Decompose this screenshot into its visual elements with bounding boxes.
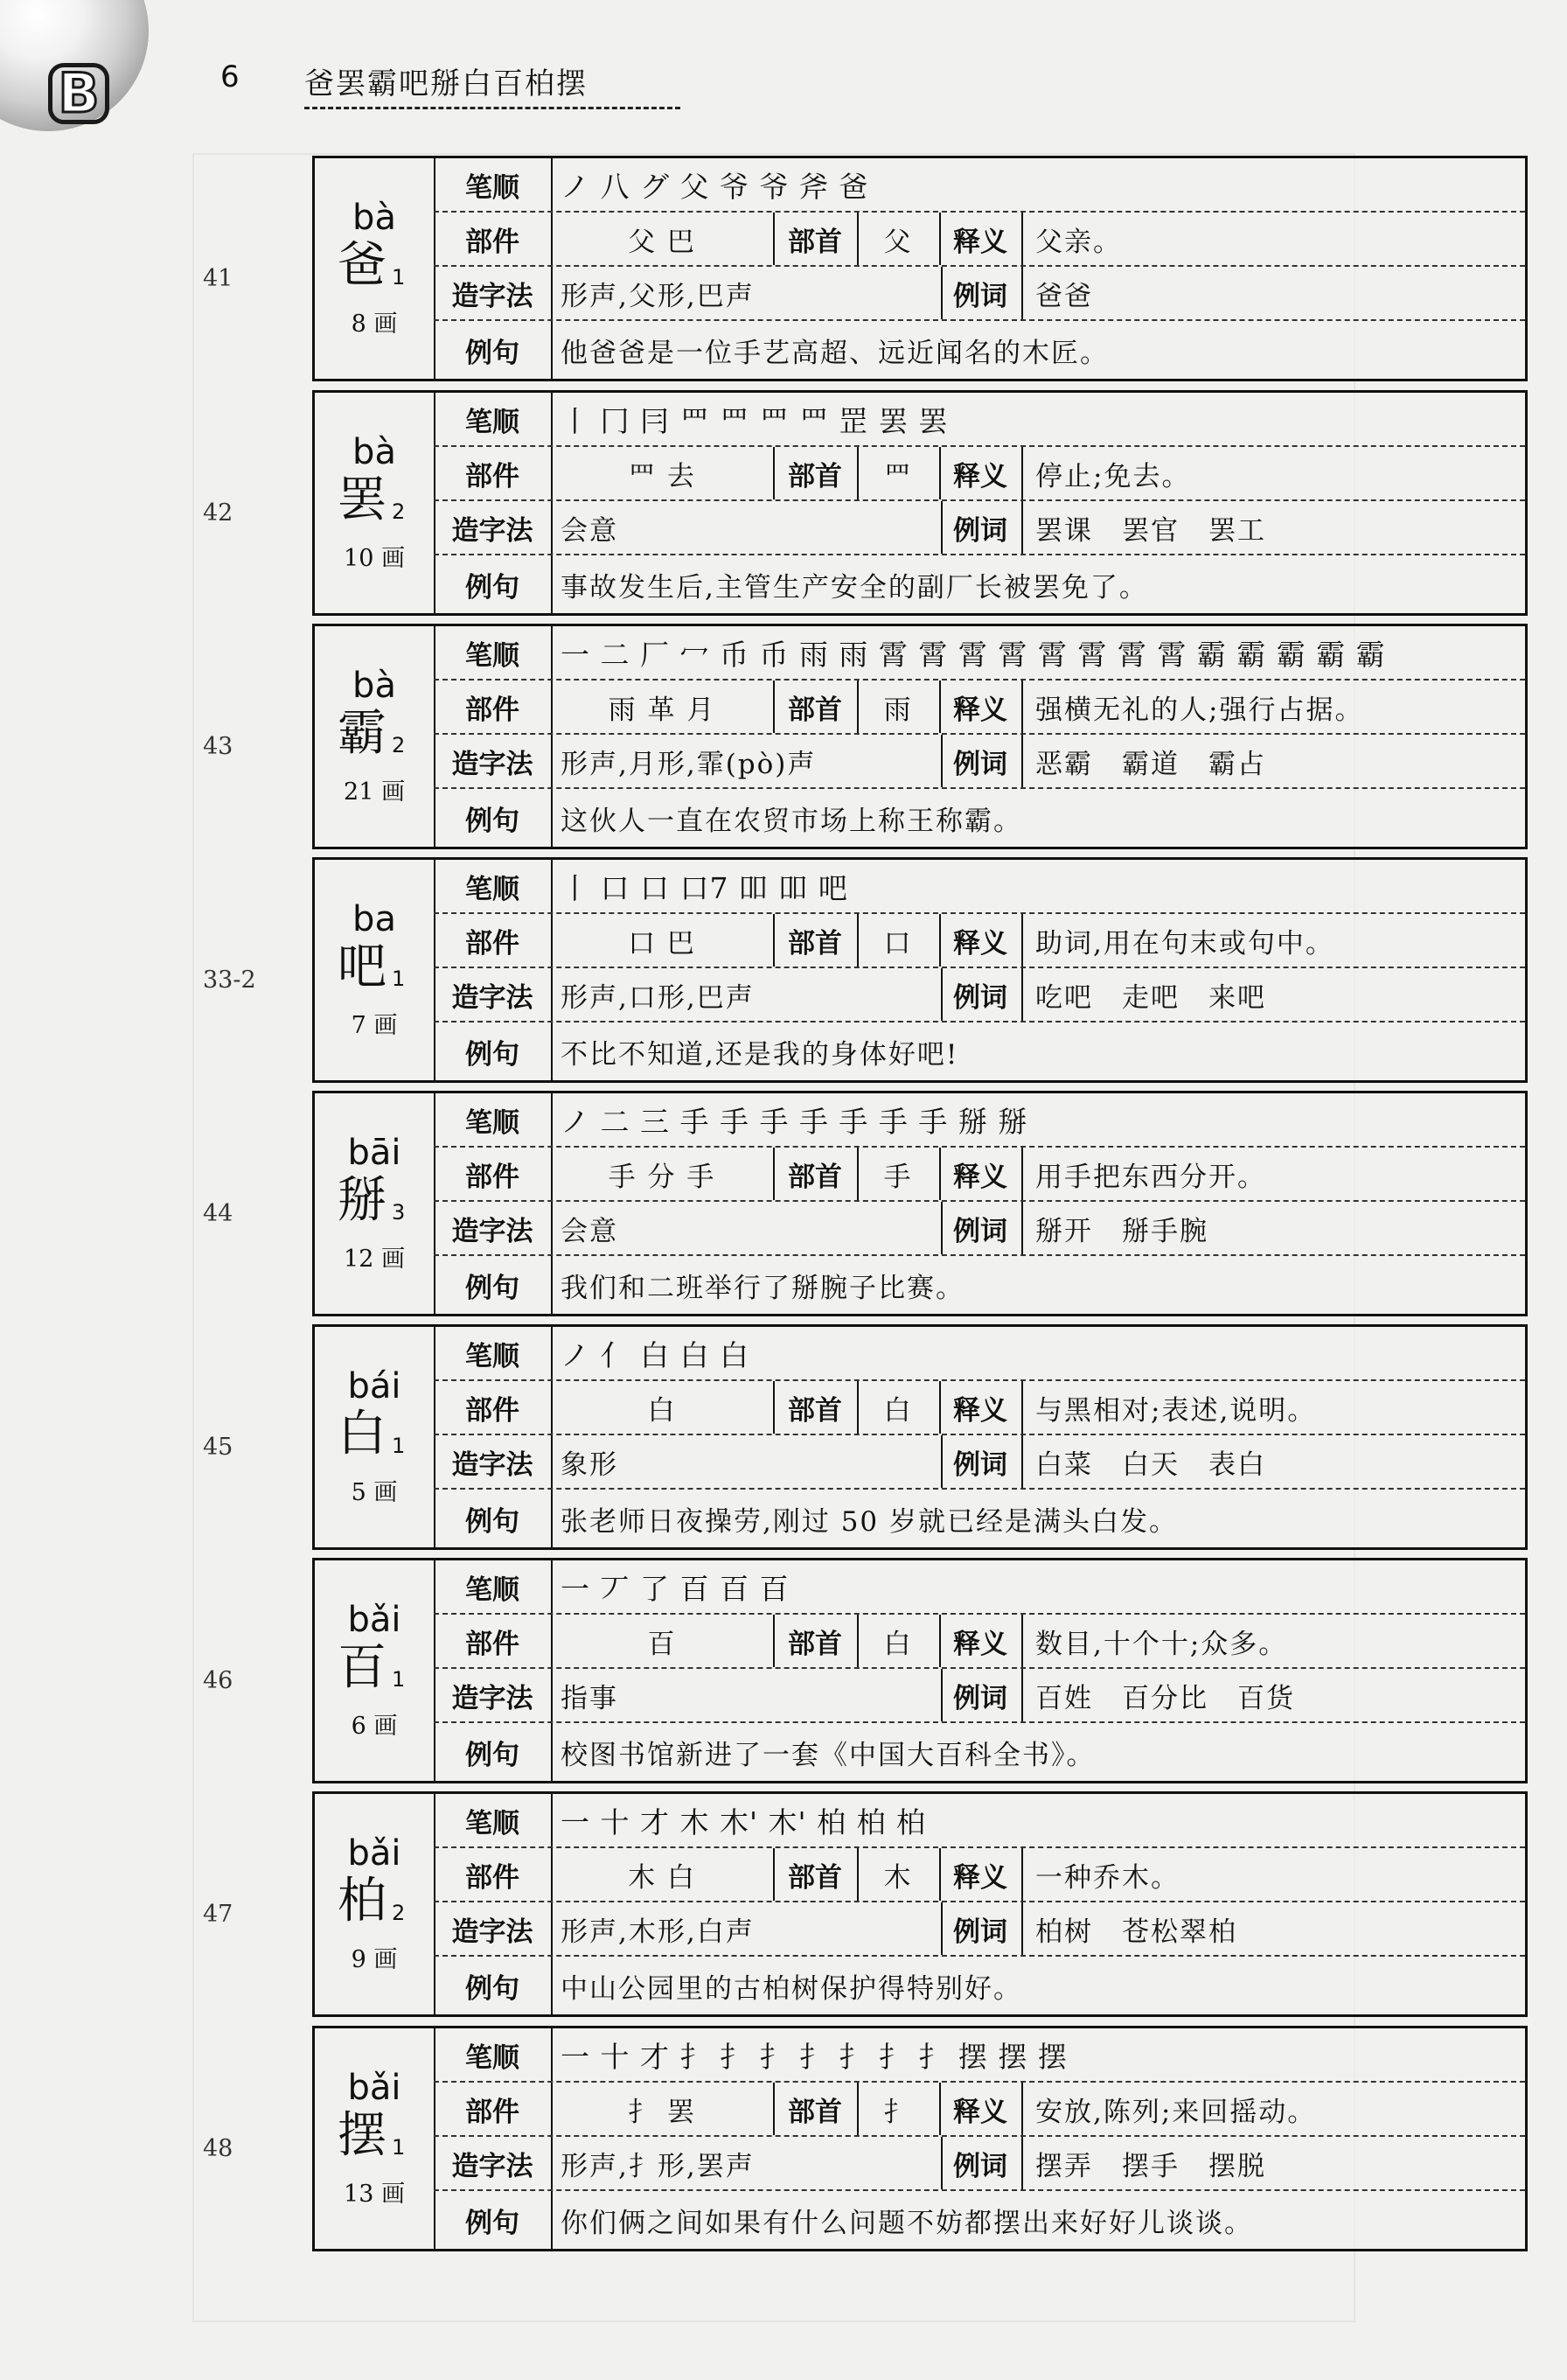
stroke-order-row: [434, 626, 1525, 680]
meaning-value: 与黑相对;表述,说明。: [1035, 1394, 1317, 1427]
radical-label: 部首: [773, 1148, 859, 1200]
parts-row: [434, 1848, 1525, 1902]
pinyin: bái: [347, 1366, 401, 1406]
headword-character: 罢: [338, 471, 387, 528]
radical-value: 手: [857, 1148, 941, 1200]
pinyin: ba: [352, 899, 396, 939]
stroke-order-row: [434, 2028, 1525, 2083]
formation-row: [434, 2137, 1525, 2191]
radical-label: 部首: [773, 1381, 859, 1434]
formation-label: 造字法: [434, 1902, 553, 1955]
example-words-value: 百姓 百分比 百货: [1035, 1682, 1295, 1714]
parts-value: 白: [551, 1381, 775, 1434]
stroke-order-label: 笔顺: [434, 1794, 553, 1846]
headword-grade: 2: [392, 733, 406, 757]
radical-label: 部首: [773, 1848, 859, 1901]
entry-head: [315, 626, 435, 847]
headword-grade: 1: [392, 1434, 406, 1458]
example-sentence: 我们和二班举行了掰腕子比赛。: [561, 1272, 965, 1304]
pinyin: bāi: [347, 1133, 401, 1173]
sentence-label: 例句: [434, 1490, 553, 1547]
parts-label: 部件: [434, 1615, 553, 1667]
formation-value: 会意: [561, 1202, 943, 1254]
example-words-label: 例词: [939, 968, 1023, 1021]
headword-character: 柏: [338, 1873, 387, 1930]
example-words-value: 柏树 苍松翠柏: [1035, 1916, 1237, 1948]
entry-number: 41: [203, 265, 233, 292]
headword-grade: 2: [392, 499, 406, 524]
sentence-row: [434, 1723, 1525, 1781]
headword-grade: 1: [392, 265, 406, 290]
stroke-order-label: 笔顺: [434, 158, 553, 211]
formation-row: [434, 267, 1525, 321]
stroke-order-value: ノ 八 グ 父 爷 爷 斧 爸: [561, 169, 869, 204]
meaning-value: 停止;免去。: [1035, 460, 1191, 492]
headword-character: 摆: [338, 2107, 387, 2164]
example-words-value: 吃吧 走吧 来吧: [1035, 981, 1266, 1014]
parts-value: 雨 革 月: [551, 680, 775, 733]
meaning-value: 用手把东西分开。: [1035, 1161, 1266, 1193]
headword-character: 掰: [338, 1172, 387, 1229]
formation-value: 会意: [561, 501, 943, 554]
character-entry-card: [312, 624, 1528, 849]
stroke-order-label: 笔顺: [434, 1093, 553, 1146]
stroke-count: 12 画: [344, 1246, 405, 1273]
stroke-order-value: 丨 冂 冃 罒 罒 罒 罒 罡 罢 罢: [561, 403, 949, 438]
example-words-value: 爸爸: [1035, 280, 1093, 312]
radical-label: 部首: [773, 447, 859, 499]
entry-number: 42: [203, 499, 233, 527]
entry-number: 45: [203, 1434, 233, 1461]
sentence-row: [434, 1957, 1525, 2014]
character-entry-card: [312, 156, 1528, 381]
meaning-label: 释义: [939, 213, 1023, 265]
radical-label: 部首: [773, 1615, 859, 1667]
example-words-value: 罢课 罢官 罢工: [1035, 514, 1266, 547]
entry-number: 48: [203, 2135, 233, 2162]
entry-head: [315, 860, 435, 1080]
formation-value: 形声,月形,霏(pò)声: [561, 735, 943, 787]
stroke-order-value: ノ 亻 白 白 白: [561, 1337, 749, 1372]
parts-value: 百: [551, 1615, 775, 1667]
example-sentence: 不比不知道,还是我的身体好吧!: [561, 1038, 959, 1071]
character-entry-card: [312, 1791, 1528, 2017]
sentence-label: 例句: [434, 789, 553, 847]
formation-label: 造字法: [434, 1202, 553, 1254]
character-entry-card: [312, 390, 1528, 616]
formation-value: 象形: [561, 1435, 943, 1488]
stroke-order-value: 一 二 厂 冖 币 币 雨 雨 霄 霄 霄 霄 霄 霄 霄 霄 霸 霸 霸 霸 霸: [561, 637, 1386, 672]
formation-value: 指事: [561, 1669, 943, 1721]
parts-label: 部件: [434, 213, 553, 265]
formation-value: 形声,父形,巴声: [561, 267, 943, 319]
example-sentence: 他爸爸是一位手艺高超、远近闻名的木匠。: [561, 337, 1109, 369]
entry-number: 43: [203, 733, 233, 760]
parts-row: [434, 213, 1525, 267]
character-entry-card: [312, 1558, 1528, 1783]
parts-row: [434, 1615, 1525, 1669]
parts-value: 罒 去: [551, 447, 775, 499]
stroke-order-value: ノ 二 三 手 手 手 手 手 手 手 掰 掰: [561, 1104, 1028, 1139]
stroke-count: 5 画: [351, 1479, 398, 1506]
parts-label: 部件: [434, 1381, 553, 1434]
sentence-row: [434, 555, 1525, 613]
formation-value: 形声,木形,白声: [561, 1902, 943, 1955]
formation-label: 造字法: [434, 501, 553, 554]
entry-head: [315, 1560, 435, 1781]
formation-row: [434, 1435, 1525, 1490]
formation-label: 造字法: [434, 1435, 553, 1488]
meaning-value: 强横无礼的人;强行占据。: [1035, 694, 1364, 726]
entry-head: [315, 1327, 435, 1547]
page-number: 6: [220, 59, 240, 94]
headword-grade: 2: [392, 1901, 406, 1925]
headword-grade: 3: [392, 1200, 406, 1225]
example-words-label: 例词: [939, 2137, 1023, 2189]
stroke-count: 9 画: [351, 1946, 398, 1973]
radical-label: 部首: [773, 2083, 859, 2135]
example-words-value: 摆弄 摆手 摆脱: [1035, 2150, 1266, 2182]
example-sentence: 这伙人一直在农贸市场上称王称霸。: [561, 805, 1022, 837]
parts-value: 木 白: [551, 1848, 775, 1901]
meaning-label: 释义: [939, 914, 1023, 967]
pinyin: bǎi: [347, 1833, 401, 1874]
stroke-order-value: 一 丆 了 百 百 百: [561, 1571, 790, 1606]
stroke-count: 6 画: [351, 1713, 398, 1740]
radical-value: 白: [857, 1615, 941, 1667]
radical-value: 白: [857, 1381, 941, 1434]
example-words-value: 白菜 白天 表白: [1035, 1448, 1266, 1481]
formation-label: 造字法: [434, 2137, 553, 2189]
parts-value: 手 分 手: [551, 1148, 775, 1200]
stroke-order-label: 笔顺: [434, 1327, 553, 1379]
meaning-value: 数目,十个十;众多。: [1035, 1628, 1288, 1660]
stroke-order-row: [434, 1327, 1525, 1381]
example-sentence: 事故发生后,主管生产安全的副厂长被罢免了。: [561, 571, 1148, 604]
entry-head: [315, 2028, 435, 2249]
entry-number: 47: [203, 1901, 233, 1928]
page-title: 爸罢霸吧掰白百柏摆: [304, 66, 588, 101]
sentence-label: 例句: [434, 1256, 553, 1314]
pinyin: bà: [352, 666, 396, 706]
example-words-label: 例词: [939, 735, 1023, 787]
entry-head: [315, 158, 435, 379]
entry-number: 46: [203, 1667, 233, 1694]
sentence-label: 例句: [434, 321, 553, 379]
example-words-label: 例词: [939, 501, 1023, 554]
sentence-label: 例句: [434, 1022, 553, 1080]
character-entry-card: [312, 857, 1528, 1083]
pinyin: bǎi: [347, 2068, 401, 2108]
parts-label: 部件: [434, 1848, 553, 1901]
formation-label: 造字法: [434, 1669, 553, 1721]
radical-label: 部首: [773, 914, 859, 967]
parts-value: 扌 罢: [551, 2083, 775, 2135]
sentence-row: [434, 1490, 1525, 1547]
stroke-count: 7 画: [351, 1012, 398, 1039]
radical-value: 罒: [857, 447, 941, 499]
radical-value: 父: [857, 213, 941, 265]
pinyin: bà: [352, 432, 396, 472]
example-sentence: 中山公园里的古柏树保护得特别好。: [561, 1972, 1022, 2005]
radical-label: 部首: [773, 213, 859, 265]
formation-row: [434, 1669, 1525, 1723]
stroke-order-label: 笔顺: [434, 2028, 553, 2081]
parts-value: 口 巴: [551, 914, 775, 967]
example-words-label: 例词: [939, 1202, 1023, 1254]
example-sentence: 校图书馆新进了一套《中国大百科全书》。: [561, 1739, 1096, 1771]
radical-value: 木: [857, 1848, 941, 1901]
section-letter-badge: B: [48, 63, 109, 124]
stroke-order-value: 一 十 才 木 木' 木' 柏 柏 柏: [561, 1804, 927, 1839]
stroke-order-row: [434, 1794, 1525, 1848]
stroke-count: 10 画: [344, 545, 405, 572]
headword-character: 爸: [338, 237, 387, 294]
meaning-label: 释义: [939, 1381, 1023, 1434]
parts-label: 部件: [434, 2083, 553, 2135]
character-entry-card: [312, 2026, 1528, 2251]
parts-row: [434, 914, 1525, 968]
example-sentence: 张老师日夜操劳,刚过 50 岁就已经是满头白发。: [561, 1505, 1179, 1538]
sentence-row: [434, 2191, 1525, 2249]
sentence-label: 例句: [434, 1957, 553, 2014]
formation-label: 造字法: [434, 267, 553, 319]
parts-row: [434, 1381, 1525, 1435]
headword-character: 白: [338, 1406, 387, 1462]
formation-row: [434, 1202, 1525, 1256]
headword-grade: 1: [392, 967, 406, 991]
parts-label: 部件: [434, 1148, 553, 1200]
stroke-order-row: [434, 1560, 1525, 1615]
headword-grade: 1: [392, 1667, 406, 1692]
headword-character: 吧: [338, 939, 387, 995]
stroke-order-label: 笔顺: [434, 860, 553, 912]
example-words-label: 例词: [939, 267, 1023, 319]
radical-label: 部首: [773, 680, 859, 733]
meaning-label: 释义: [939, 1148, 1023, 1200]
example-sentence: 你们俩之间如果有什么问题不妨都摆出来好好儿谈谈。: [561, 2207, 1253, 2239]
parts-label: 部件: [434, 914, 553, 967]
formation-label: 造字法: [434, 735, 553, 787]
meaning-label: 释义: [939, 447, 1023, 499]
entry-number: 33-2: [203, 967, 256, 994]
example-words-value: 掰开 掰手腕: [1035, 1215, 1208, 1247]
entry-head: [315, 1794, 435, 2014]
meaning-label: 释义: [939, 2083, 1023, 2135]
meaning-label: 释义: [939, 1848, 1023, 1901]
meaning-value: 助词,用在句末或句中。: [1035, 927, 1334, 960]
stroke-order-row: [434, 393, 1525, 447]
example-words-label: 例词: [939, 1435, 1023, 1488]
formation-label: 造字法: [434, 968, 553, 1021]
stroke-order-row: [434, 158, 1525, 213]
parts-value: 父 巴: [551, 213, 775, 265]
stroke-order-label: 笔顺: [434, 626, 553, 679]
stroke-order-row: [434, 1093, 1525, 1148]
character-entry-card: [312, 1091, 1528, 1316]
headword-grade: 1: [392, 2135, 406, 2160]
example-words-value: 恶霸 霸道 霸占: [1035, 748, 1266, 780]
sentence-row: [434, 1022, 1525, 1080]
parts-row: [434, 1148, 1525, 1202]
sentence-label: 例句: [434, 2191, 553, 2249]
entry-head: [315, 1093, 435, 1314]
meaning-value: 一种乔木。: [1035, 1861, 1180, 1894]
pinyin: bà: [352, 198, 396, 238]
stroke-order-label: 笔顺: [434, 393, 553, 445]
meaning-value: 安放,陈列;来回摇动。: [1035, 2096, 1317, 2128]
stroke-order-label: 笔顺: [434, 1560, 553, 1613]
parts-row: [434, 680, 1525, 735]
radical-value: 口: [857, 914, 941, 967]
entry-number: 44: [203, 1200, 233, 1227]
stroke-order-row: [434, 860, 1525, 914]
radical-value: 扌: [857, 2083, 941, 2135]
sentence-row: [434, 789, 1525, 847]
character-entry-card: [312, 1324, 1528, 1550]
stroke-count: 8 画: [351, 311, 398, 338]
title-underline: [304, 107, 680, 109]
meaning-label: 释义: [939, 680, 1023, 733]
parts-label: 部件: [434, 680, 553, 733]
parts-row: [434, 447, 1525, 501]
headword-character: 霸: [338, 705, 387, 762]
meaning-value: 父亲。: [1035, 226, 1122, 258]
formation-value: 形声,口形,巴声: [561, 968, 943, 1021]
stroke-order-value: 一 十 才 扌 扌 扌 扌 扌 扌 扌 摆 摆 摆: [561, 2039, 1068, 2074]
parts-row: [434, 2083, 1525, 2137]
parts-label: 部件: [434, 447, 553, 499]
pinyin: bǎi: [347, 1600, 401, 1640]
example-words-label: 例词: [939, 1902, 1023, 1955]
example-words-label: 例词: [939, 1669, 1023, 1721]
entry-head: [315, 393, 435, 613]
stroke-count: 13 画: [344, 2181, 405, 2208]
meaning-label: 释义: [939, 1615, 1023, 1667]
formation-row: [434, 1902, 1525, 1957]
formation-value: 形声,扌形,罢声: [561, 2137, 943, 2189]
formation-row: [434, 735, 1525, 789]
headword-character: 百: [338, 1639, 387, 1696]
sentence-label: 例句: [434, 555, 553, 613]
radical-value: 雨: [857, 680, 941, 733]
formation-row: [434, 968, 1525, 1022]
formation-row: [434, 501, 1525, 555]
stroke-count: 21 画: [344, 778, 405, 806]
stroke-order-value: 丨 口 口 口7 吅 吅 吧: [561, 870, 848, 905]
sentence-row: [434, 321, 1525, 379]
sentence-label: 例句: [434, 1723, 553, 1781]
sentence-row: [434, 1256, 1525, 1314]
